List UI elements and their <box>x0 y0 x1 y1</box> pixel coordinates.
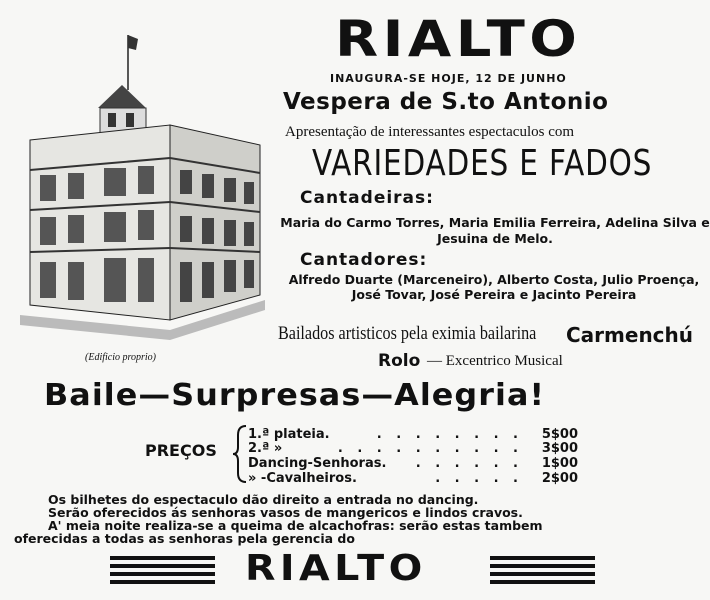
venue-title: RIALTO <box>335 10 582 68</box>
photo-caption: (Edificio proprio) <box>85 352 157 363</box>
footer-note: Os bilhetes do espectaculo dão direito a entrada no dancing. <box>48 492 479 507</box>
price-dots: . . . . . . <box>415 456 523 471</box>
price-dots: . . . . . . . . . . <box>337 441 523 456</box>
price-dots: . . . . . <box>435 471 523 486</box>
cantadeiras-names: Maria do Carmo Torres, Maria Emilia Ferreira, Adelina Silva e Jesuina de Melo. <box>280 215 710 246</box>
dancer-name: Carmenchú <box>566 323 694 347</box>
eccentric-name: Rolo <box>378 351 421 371</box>
event-eve: Vespera de S.to Antonio <box>283 89 609 115</box>
cantadores-names: Alfredo Duarte (Marceneiro), Alberto Costa, Julio Proença, José Tovar, José Pereira e Jacinto Pereira <box>288 272 700 302</box>
price-value: 1$00 <box>541 456 578 471</box>
dance-line: Bailados artisticos pela eximia bailarina <box>278 323 537 344</box>
price-row <box>248 471 578 485</box>
price-value: 3$00 <box>541 441 578 456</box>
footer-note: A' meia noite realiza-se a queima de alcachofras: serão estas tambem <box>48 518 543 533</box>
price-row <box>248 441 578 455</box>
price-row <box>248 456 578 470</box>
building-illustration <box>20 30 265 345</box>
cantadeiras-heading: Cantadeiras: <box>300 188 434 208</box>
price-value: 5$00 <box>541 427 578 442</box>
footer-venue-name: RIALTO <box>245 548 427 589</box>
footer-note: Serão oferecidos ás senhoras vasos de mangericos e lindos cravos. <box>48 505 523 520</box>
price-label: » -Cavalheiros. <box>248 471 357 486</box>
slogan: Baile—Surpresas—Alegria! <box>44 378 546 413</box>
decorative-bars-left <box>110 556 215 588</box>
eccentric-desc: — Excentrico Musical <box>427 353 563 369</box>
prices-heading: PREÇOS <box>145 441 217 460</box>
presentation-line: Apresentação de interessantes espectaculos com <box>285 124 575 140</box>
price-value: 2$00 <box>541 471 578 486</box>
price-label: 1.ª plateia. <box>248 427 330 442</box>
footer-note: oferecidas a todas as senhoras pela gerencia do <box>14 531 355 546</box>
inauguration-date: INAUGURA-SE HOJE, 12 DE JUNHO <box>330 72 567 85</box>
prices-brace <box>232 425 248 483</box>
main-act: VARIEDADES E FADOS <box>312 143 653 184</box>
price-row <box>248 427 578 441</box>
decorative-bars-right <box>490 556 595 588</box>
price-label: 2.ª » <box>248 441 283 456</box>
cantadores-heading: Cantadores: <box>300 250 428 270</box>
price-label: Dancing-Senhoras. <box>248 456 387 471</box>
price-dots: . . . . . . . . <box>376 427 523 442</box>
